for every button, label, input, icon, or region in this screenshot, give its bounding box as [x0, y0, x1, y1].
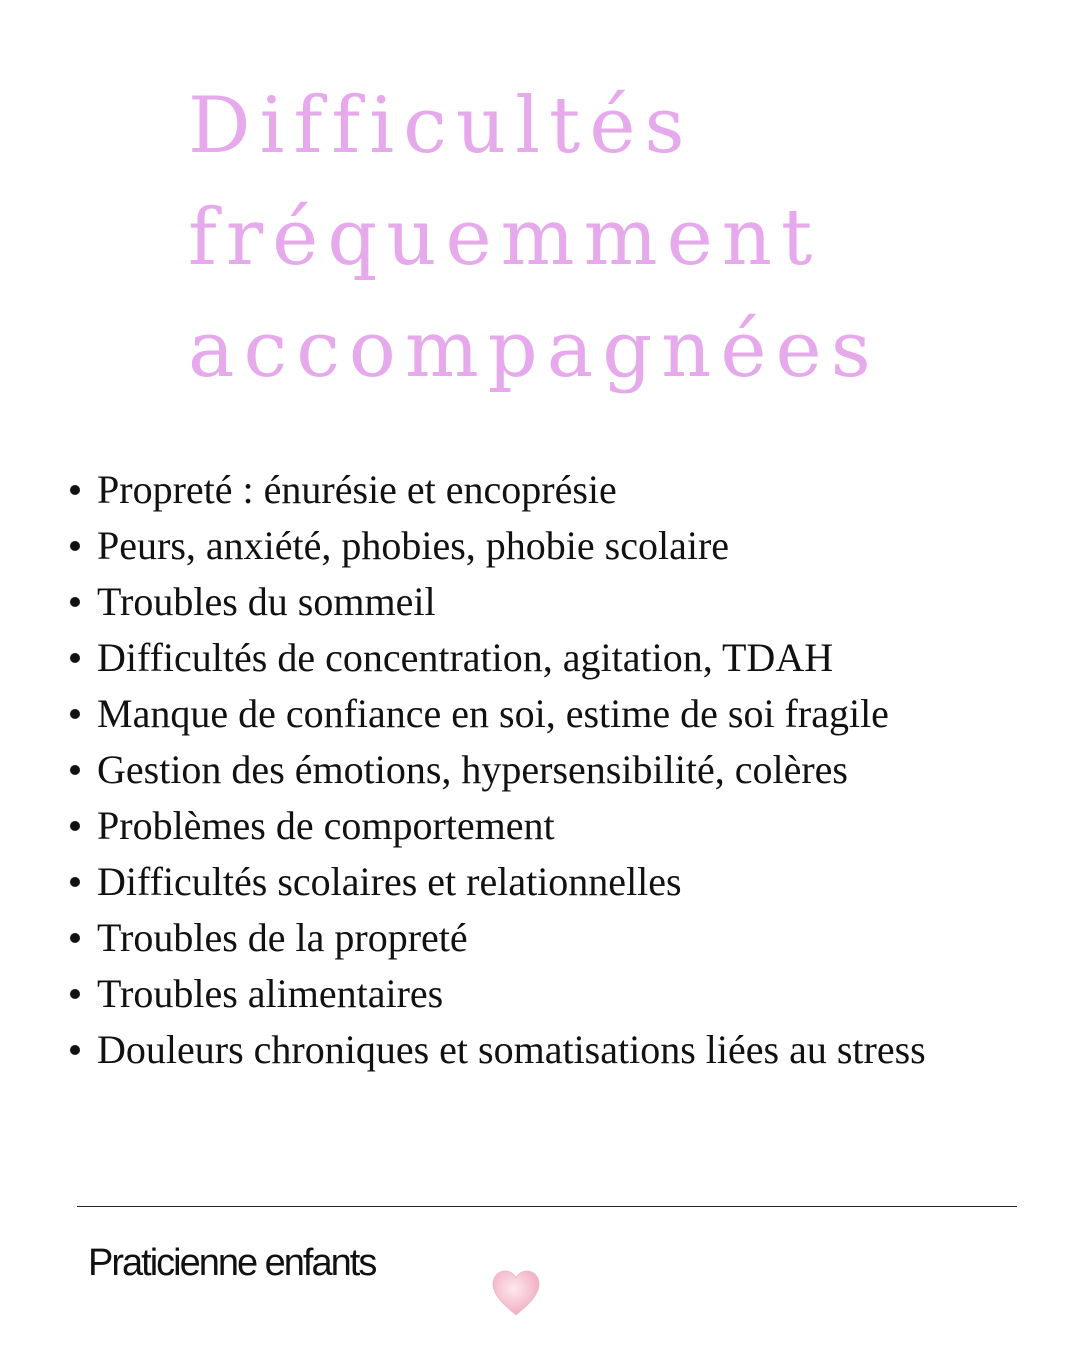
bullet-icon [70, 821, 80, 831]
page-title [188, 70, 880, 406]
bullet-icon [70, 933, 80, 943]
bullet-icon [70, 541, 80, 551]
list-item: Douleurs chroniques et somatisations liées au stress [55, 1022, 1080, 1078]
list-item: Gestion des émotions, hypersensibilité, colères [55, 742, 1080, 798]
bullet-icon [70, 597, 80, 607]
list-item: Difficultés de concentration, agitation, TDAH [55, 630, 1080, 686]
bullet-icon [70, 653, 80, 663]
title-line-2: fréquemment [188, 193, 822, 283]
list-item: Troubles alimentaires [55, 966, 1080, 1022]
footer-divider [77, 1206, 1017, 1207]
list-item: Difficultés scolaires et relationnelles [55, 854, 1080, 910]
heart-icon [490, 1268, 542, 1318]
difficulties-list [55, 462, 1080, 1078]
list-item: Problèmes de comportement [55, 798, 1080, 854]
bullet-icon [70, 989, 80, 999]
bullet-icon [70, 877, 80, 887]
footer-label: Praticienne enfants [88, 1242, 376, 1284]
list-item: Manque de confiance en soi, estime de soi fragile [55, 686, 1080, 742]
bullet-icon [70, 485, 80, 495]
list-item: Troubles de la propreté [55, 910, 1080, 966]
list-item: Peurs, anxiété, phobies, phobie scolaire [55, 518, 1080, 574]
title-line-1: Difficultés [188, 81, 694, 171]
bullet-icon [70, 765, 80, 775]
list-item: Propreté : énurésie et encoprésie [55, 462, 1080, 518]
list-item: Troubles du sommeil [55, 574, 1080, 630]
title-line-3: accompagnées [188, 305, 880, 395]
bullet-icon [70, 1045, 80, 1055]
bullet-icon [70, 709, 80, 719]
